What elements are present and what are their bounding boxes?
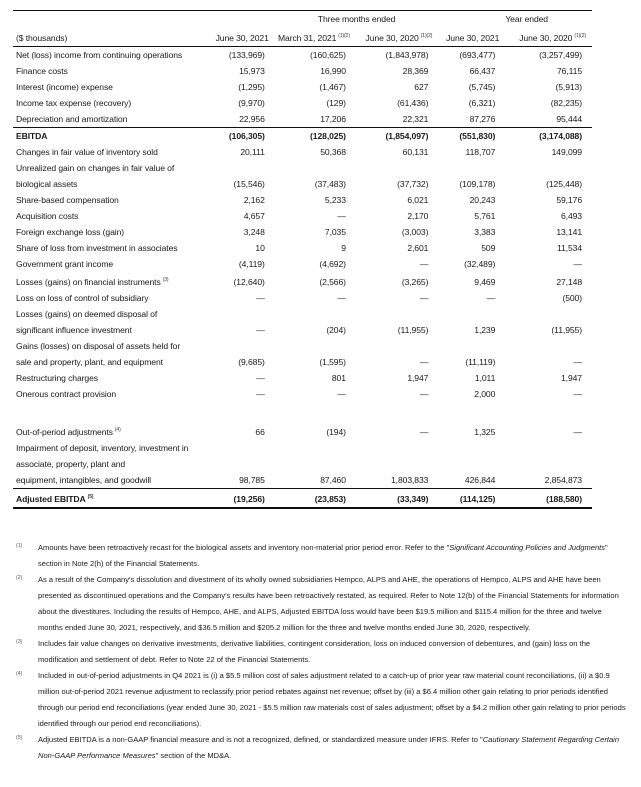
row-label: Acquisition costs — [16, 211, 79, 221]
row-label: Adjusted EBITDA $^{(5)}$ — [13, 489, 202, 509]
cell-value — [275, 440, 356, 456]
cell-value — [275, 456, 356, 472]
cell-value: (82,235) — [550, 98, 582, 108]
cell-value: (5,913) — [555, 82, 582, 92]
row-label: Losses (gains) on deemed disposal of — [16, 309, 158, 319]
cell-value: 4,657 — [243, 211, 265, 221]
cell-value: (500) — [562, 293, 582, 303]
cell-value: (19,256) — [202, 489, 274, 509]
footnote-ref: (5) — [87, 494, 94, 500]
cell-value: 28,369 — [402, 66, 429, 76]
cell-value: (3,257,499) — [539, 50, 582, 60]
cell-value: — — [419, 427, 429, 437]
row-label: equipment, intangibles, and goodwill — [16, 475, 151, 485]
cell-value — [505, 440, 592, 456]
footnote-ref: (1)(2) — [338, 33, 350, 39]
cell-value: (37,483) — [314, 179, 346, 189]
cell-value: 509 — [481, 243, 496, 253]
footnote-marker: (3) — [16, 639, 23, 645]
cell-value: 7,035 — [324, 227, 346, 237]
cell-value: — — [419, 389, 429, 399]
footnote-2 — [16, 572, 626, 636]
table-row — [13, 440, 592, 456]
cell-value: — — [337, 389, 346, 399]
cell-value: (33,349) — [356, 489, 438, 509]
cell-value: 9,469 — [474, 277, 496, 287]
cell-value: (9,685) — [238, 357, 265, 367]
footnote-1 — [16, 540, 626, 572]
row-label: Losses (gains) on financial instruments $^{(3)}$ — [16, 277, 169, 287]
cell-value — [356, 306, 438, 322]
cell-value — [438, 338, 505, 354]
cell-value: (32,489) — [464, 259, 496, 269]
row-label: associate, property, plant and — [16, 459, 126, 469]
table-row — [13, 160, 592, 176]
cell-value: 27,148 — [556, 277, 582, 287]
period-group-header-row — [13, 11, 592, 29]
cell-value: 20,111 — [240, 147, 265, 157]
cell-value: 2,601 — [407, 243, 429, 253]
cell-value: 1,325 — [474, 427, 496, 437]
cell-value — [505, 338, 592, 354]
cell-value: 16,990 — [320, 66, 346, 76]
cell-value — [438, 440, 505, 456]
cell-value: 149,099 — [551, 147, 582, 157]
cell-value: (6,321) — [468, 98, 496, 108]
table-row — [13, 386, 592, 402]
cell-value: 1,947 — [560, 373, 582, 383]
cell-value: (4,692) — [319, 259, 346, 269]
table-row — [13, 472, 592, 489]
cell-value — [356, 402, 438, 422]
cell-value: 76,115 — [556, 66, 582, 76]
cell-value: 118,707 — [465, 147, 496, 157]
cell-value: (5,745) — [468, 82, 496, 92]
table-row — [13, 290, 592, 306]
adjusted-ebitda-reconciliation-table — [13, 10, 592, 509]
table-row — [13, 95, 592, 111]
footnote-text: Amounts have been retroactively recast for the biological assets and inventory non-material prior period error. Refer to the "Significant Accounting Policies and Judgments" section in Note 2(h) of the Financial Statements. — [38, 543, 608, 568]
row-label: Net (loss) income from continuing operations — [16, 50, 183, 60]
table-row — [13, 256, 592, 272]
cell-value — [505, 402, 592, 422]
cell-value: (2,566) — [319, 277, 346, 287]
cell-value: — — [573, 389, 582, 399]
table-row — [13, 111, 592, 128]
cell-value: (15,546) — [233, 179, 265, 189]
row-label: Interest (income) expense — [16, 82, 113, 92]
row-label: Out-of-period adjustments $^{(4)}$ — [16, 427, 121, 437]
cell-value: (61,436) — [397, 98, 429, 108]
footnote-marker: (1) — [16, 543, 23, 549]
cell-value: 2,000 — [474, 389, 496, 399]
cell-value: — — [256, 373, 265, 383]
footnote-ref: (4) — [114, 427, 121, 433]
footnote-text: As a result of the Company's dissolution and divestment of its wholly owned subsidiaries Hempco, ALPS and AHE, the operations of Hempco, ALPS and AHE have been presented as discontinued operations and the Company's results have been retroactively restated, as required. Refer to Note 12(b) of the Financial Statements for information about the divestitures. Including the results of Hempco, AHE, and ALPS, Adjusted EBITDA loss would have been $19.5 million and $115.4 million for the three and twelve months ended June 30, 2021, respectively, and $36.5 million and $205.2 million for the three and twelve months ended June 30, 2020, respectively. — [38, 575, 619, 632]
cell-value: — — [419, 357, 429, 367]
cell-value: (106,305) — [202, 128, 274, 145]
cell-value: (11,955) — [397, 325, 429, 335]
cell-value: — — [256, 325, 265, 335]
cell-value: — — [486, 293, 496, 303]
cell-value: (1,843,978) — [385, 50, 429, 60]
row-label: EBITDA — [13, 128, 202, 145]
cell-value: 59,176 — [556, 195, 582, 205]
row-label: Loss on loss of control of subsidiary — [16, 293, 149, 303]
table-row — [13, 456, 592, 472]
row-label: Changes in fair value of inventory sold — [16, 147, 158, 157]
cell-value — [505, 456, 592, 472]
table-row — [13, 354, 592, 370]
cell-value: (188,580) — [505, 489, 592, 509]
cell-value: — — [256, 389, 265, 399]
three-months-ended-header: Three months ended — [275, 11, 439, 29]
cell-value: 2,162 — [243, 195, 265, 205]
row-label: Gains (losses) on disposal of assets held for — [16, 341, 181, 351]
year-ended-header: Year ended — [505, 11, 592, 29]
cell-value — [356, 456, 438, 472]
footnote-5 — [16, 732, 626, 764]
cell-value: — — [337, 293, 346, 303]
table-row — [13, 240, 592, 256]
footnote-ref: (1)(2) — [574, 33, 586, 39]
cell-value: 20,243 — [469, 195, 496, 205]
table-row — [13, 489, 592, 509]
cell-value: (114,125) — [438, 489, 505, 509]
cell-value: (9,970) — [238, 98, 265, 108]
cell-value: 627 — [414, 82, 429, 92]
table-row — [13, 144, 592, 160]
cell-value: 3,248 — [243, 227, 265, 237]
cell-value: (3,174,088) — [505, 128, 592, 145]
cell-value: (693,477) — [459, 50, 496, 60]
table-row — [13, 208, 592, 224]
cell-value: (1,595) — [319, 357, 346, 367]
row-label: significant influence investment — [16, 325, 132, 335]
cell-value — [505, 160, 592, 176]
cell-value: 9 — [341, 243, 346, 253]
cell-value: 22,321 — [402, 114, 429, 124]
cell-value: 6,493 — [560, 211, 582, 221]
cell-value: 15,973 — [239, 66, 265, 76]
cell-value: 1,239 — [474, 325, 496, 335]
footnote-marker: (2) — [16, 575, 23, 581]
row-label: Impairment of deposit, inventory, investment in — [16, 443, 189, 453]
cell-value: (1,854,097) — [356, 128, 438, 145]
cell-value: 2,170 — [407, 211, 429, 221]
cell-value: 5,233 — [324, 195, 346, 205]
cell-value: (109,178) — [459, 179, 496, 189]
table-row — [13, 422, 592, 440]
row-label: Onerous contract provision — [16, 389, 117, 399]
table-row — [13, 402, 592, 422]
table-row — [13, 322, 592, 338]
cell-value: 1,947 — [407, 373, 429, 383]
column-header-fy-2020: June 30, 2020 $^{(1)(2)}$ — [505, 28, 592, 47]
cell-value — [202, 456, 274, 472]
row-label: biological assets — [16, 179, 78, 189]
table-row — [13, 176, 592, 192]
row-label: Restructuring charges — [16, 373, 98, 383]
row-label: Share of loss from investment in associates — [16, 243, 178, 253]
cell-value: — — [573, 259, 582, 269]
row-label: Depreciation and amortization — [16, 114, 128, 124]
footnotes-section — [16, 540, 626, 764]
cell-value — [438, 456, 505, 472]
cell-value: (128,025) — [275, 128, 356, 145]
cell-value — [438, 306, 505, 322]
column-header-row — [13, 28, 592, 47]
column-header-q3-2021: March 31, 2021 $^{(1)(2)}$ — [275, 28, 356, 47]
table-row — [13, 47, 592, 64]
cell-value — [202, 338, 274, 354]
cell-value: 17,206 — [320, 114, 346, 124]
cell-value: (3,003) — [401, 227, 429, 237]
cell-value: 801 — [331, 373, 346, 383]
cell-value: 87,460 — [320, 475, 346, 485]
column-header-q4-2021: June 30, 2021 — [202, 28, 274, 47]
cell-value — [438, 402, 505, 422]
cell-value — [356, 440, 438, 456]
cell-value: 10 — [255, 243, 265, 253]
footnote-marker: (5) — [16, 735, 23, 741]
cell-value: (551,830) — [438, 128, 505, 145]
row-label: Finance costs — [16, 66, 68, 76]
table-row — [13, 79, 592, 95]
cell-value — [202, 440, 274, 456]
table-row — [13, 370, 592, 386]
cell-value — [275, 160, 356, 176]
row-label — [13, 402, 202, 422]
row-label: Foreign exchange loss (gain) — [16, 227, 125, 237]
cell-value: — — [337, 211, 346, 221]
cell-value: — — [419, 293, 429, 303]
cell-value: 3,383 — [474, 227, 496, 237]
footnote-ref: (1)(2) — [420, 33, 433, 39]
table-row — [13, 338, 592, 354]
cell-value: 98,785 — [239, 475, 265, 485]
row-label: Income tax expense (recovery) — [16, 98, 132, 108]
cell-value: (1,467) — [319, 82, 346, 92]
cell-value: 66 — [255, 427, 265, 437]
cell-value: 87,276 — [469, 114, 496, 124]
table-row — [13, 272, 592, 290]
cell-value: (4,119) — [238, 259, 265, 269]
cell-value: (194) — [326, 427, 346, 437]
cell-value — [202, 402, 274, 422]
cell-value — [356, 160, 438, 176]
cell-value — [202, 160, 274, 176]
cell-value: (1,295) — [238, 82, 265, 92]
cell-value: 11,534 — [556, 243, 582, 253]
cell-value — [275, 338, 356, 354]
cell-value: (204) — [326, 325, 346, 335]
cell-value: 66,437 — [469, 66, 496, 76]
cell-value: 50,368 — [320, 147, 346, 157]
cell-value: 2,854,873 — [544, 475, 582, 485]
cell-value: (3,265) — [401, 277, 429, 287]
cell-value: (11,955) — [551, 325, 582, 335]
footnote-text: Adjusted EBITDA is a non-GAAP financial measure and is not a recognized, defined, or standardized measure under IFRS. Refer to "Cautionary Statement Regarding Certain Non-GAAP Performance Measures" section of the MD&A. — [38, 735, 620, 760]
cell-value: (133,969) — [228, 50, 265, 60]
row-label: sale and property, plant, and equipment — [16, 357, 163, 367]
cell-value: 60,131 — [402, 147, 429, 157]
table-row — [13, 192, 592, 208]
footnote-marker: (4) — [16, 671, 23, 677]
footnote-ref: (3) — [162, 277, 169, 283]
cell-value — [505, 306, 592, 322]
column-header-fy-2021: June 30, 2021 — [438, 28, 505, 47]
footnote-text: Includes fair value changes on derivative investments, derivative liabilities, contingent consideration, loss on induced conversion of debentures, and (gain) loss on the modification and settlement of debt. Refer to Note 22 of the Financial Statements. — [38, 639, 591, 664]
table-row — [13, 128, 592, 145]
cell-value: (160,625) — [310, 50, 346, 60]
cell-value: — — [573, 357, 582, 367]
table-row — [13, 306, 592, 322]
table-row — [13, 224, 592, 240]
cell-value: 22,956 — [239, 114, 265, 124]
unit-label: ($ thousands) — [13, 28, 202, 47]
row-label: Share-based compensation — [16, 195, 119, 205]
cell-value: — — [573, 427, 582, 437]
footnote-text: Included in out-of-period adjustments in Q4 2021 is (i) a $5.5 million cost of sales adjustment related to a catch-up of prior year raw material count reconciliations, (ii) a $0.9 million out-of-period 2021 revenue adjustment to reclassify prior period rebates against net revenue; offset by (iii) a $6.4 million other gain relating to prior periods identified through our period end reconciliations (year ended June 30, 2021 - $5.5 million raw materials cost of sales adjustment; offset by a $4.2 million other gain relating to prior periods identified through our period end reconciliations). — [38, 671, 626, 728]
cell-value: 426,844 — [464, 475, 496, 485]
cell-value — [202, 306, 274, 322]
cell-value: — — [419, 259, 429, 269]
cell-value: (125,448) — [546, 179, 582, 189]
cell-value: 5,761 — [474, 211, 496, 221]
column-header-q4-2020: June 30, 2020 $^{(1)(2)}$ — [356, 28, 438, 47]
footnote-3 — [16, 636, 626, 668]
row-label: Government grant income — [16, 259, 114, 269]
cell-value — [438, 160, 505, 176]
cell-value: (12,640) — [233, 277, 265, 287]
cell-value: 1,803,833 — [391, 475, 429, 485]
cell-value: 95,444 — [556, 114, 582, 124]
footnote-4 — [16, 668, 626, 732]
row-label: Unrealized gain on changes in fair value of — [16, 163, 175, 173]
cell-value: 6,021 — [407, 195, 429, 205]
cell-value: 1,011 — [474, 373, 496, 383]
cell-value: (11,119) — [465, 357, 496, 367]
cell-value — [356, 338, 438, 354]
cell-value: 13,141 — [556, 227, 582, 237]
cell-value: (129) — [326, 98, 346, 108]
table-row — [13, 63, 592, 79]
cell-value — [275, 306, 356, 322]
cell-value: (23,853) — [275, 489, 356, 509]
cell-value: — — [256, 293, 265, 303]
cell-value: (37,732) — [397, 179, 429, 189]
cell-value — [275, 402, 356, 422]
